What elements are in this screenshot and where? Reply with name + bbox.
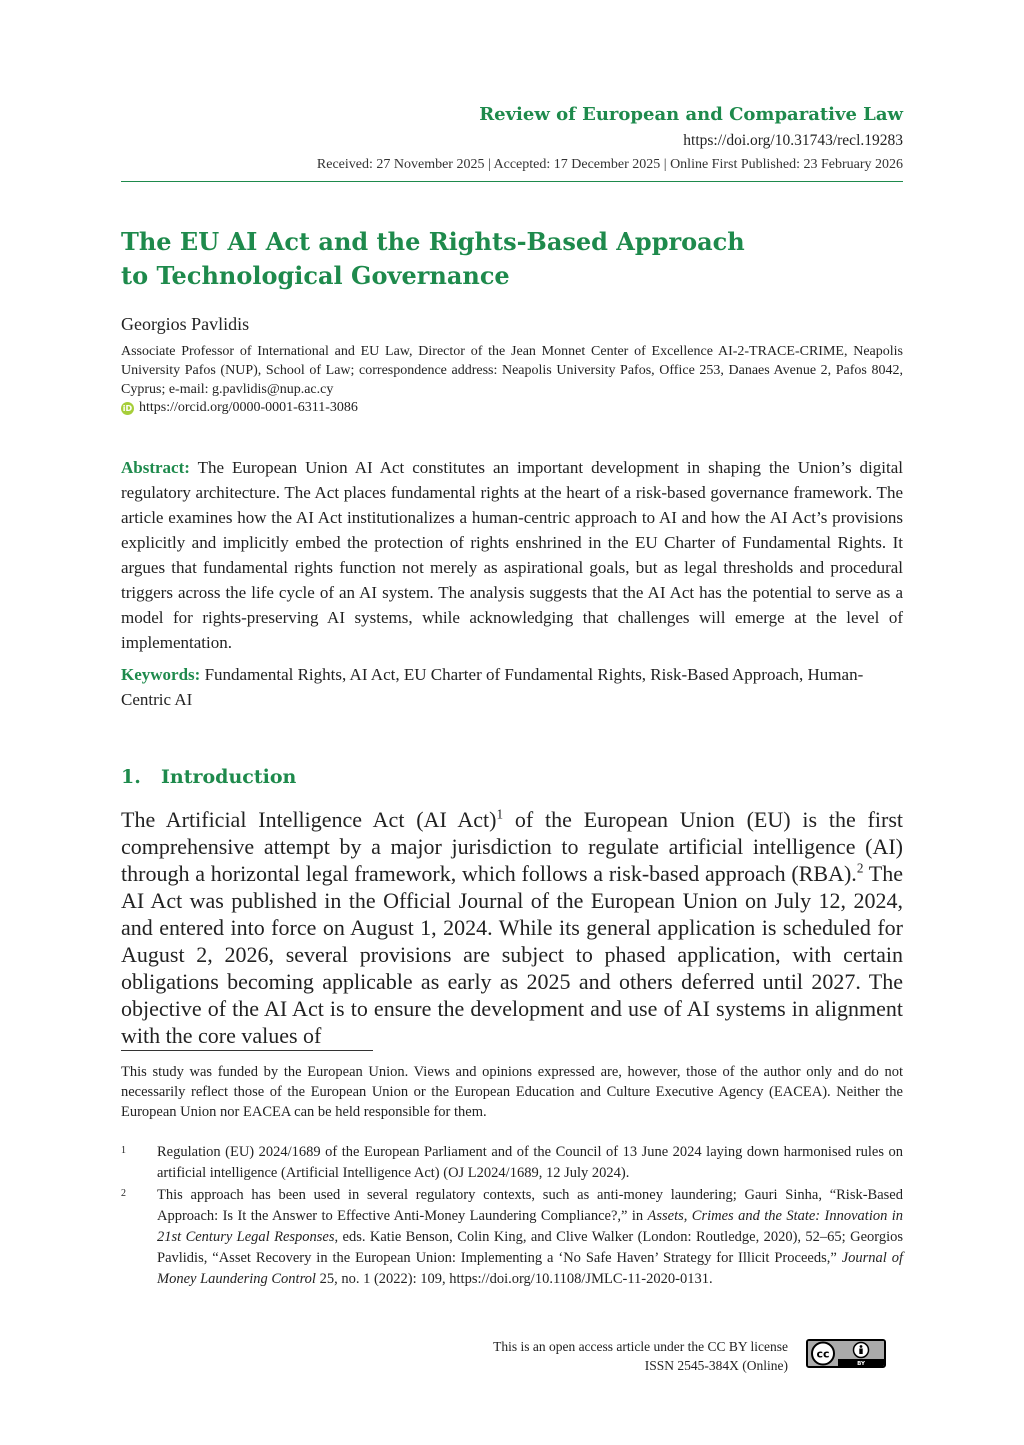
section-number: 1. [121,766,141,788]
footnote-ref-2[interactable]: 2 [856,860,864,876]
cc-by-icon [808,1341,884,1366]
keywords-label: Keywords: [121,665,201,684]
footnote-1 [121,1142,903,1184]
body-text-part-1: The Artificial Intelligence Act (AI Act) [121,807,497,832]
footnote-divider [121,1050,373,1051]
abstract-text: The European Union AI Act constitutes an important development in shaping the Union’s digital regulatory architecture. The Act places fundamental rights at the heart of a risk-based governance framework. The article examines how the AI Act institutionalizes a human-centric approach to AI and how the AI Act’s provisions explicitly and implicitly embed the protection of rights enshrined in the EU Charter of Fundamental Rights. It argues that fundamental rights function not merely as aspirational goals, but as legal thresholds and procedural triggers across the life cycle of an AI system. The analysis suggests that the AI Act has the potential to serve as a model for rights-preserving AI systems, while acknowledging that challenges will emerge at the level of implementation. [121,458,903,652]
body-paragraph [121,806,903,1049]
orcid-link[interactable] [121,400,358,416]
abstract [121,455,903,655]
by-label: BY [857,1361,865,1366]
orcid-icon: iD [122,403,133,413]
footnote-2-part-c: 25, no. 1 (2022): 109, https://doi.org/10.1108/JMLC-11-2020-0131. [315,1271,713,1287]
footnote-2-number: 2 [121,1188,126,1199]
cc-label: cc [816,1347,830,1361]
publication-dates: Received: 27 November 2025 | Accepted: 17 December 2025 | Online First Published: 23 February 2026 [316,157,903,172]
title-line-2: to Technological Governance [121,261,510,290]
author-affiliation: Associate Professor of International and EU Law, Director of the Jean Monnet Center of Excellence AI-2-TRACE-CRIME, Neapolis University Pafos (NUP), School of Law; correspondence address: Neapolis University Pafos, Office 253, Danaes Avenue 2, Pafos 8042, Cyprus; e-mail: g.pavlidis@nup.ac.cy [121,344,903,397]
abstract-label: Abstract: [121,458,190,477]
funding-note: This study was funded by the European Union. Views and opinions expressed are, however, those of the author only and do not necessarily reflect those of the European Union or the European Education and Culture Executive Agency (EACEA). Neither the European Union nor EACEA can be held responsible for them. [121,1064,903,1120]
license-text: This is an open access article under the CC BY license [493,1339,788,1354]
article-title [121,225,821,293]
footnote-2-book-title: Assets, Crimes and the State: Innovation in 21st Century Legal Responses [157,1208,904,1245]
footnote-1-text: Regulation (EU) 2024/1689 of the European Parliament and of the Council of 13 June 2024 laying down harmonised rules on artificial intelligence (Artificial Intelligence Act) (OJ L2024/1689, 12 July 2024). [157,1144,903,1181]
title-line-1: The EU AI Act and the Rights-Based Approach [121,227,745,256]
author-name: Georgios Pavlidis [121,314,250,334]
section-title: Introduction [161,766,297,788]
body-text-part-3: The AI Act was published in the Official Journal of the European Union on July 12, 2024, and entered into force on August 1, 2024. While its general application is scheduled for August 2, 2026, several provisions are subject to phased application, with certain obligations becoming applicable as early as 2025 and others deferred until 2027. The objective of the AI Act is to ensure the development and use of AI systems in alignment with the core values of [121,861,903,1048]
section-heading [121,766,296,788]
issn-text: ISSN 2545-384X (Online) [644,1358,788,1373]
cc-by-badge[interactable] [806,1339,886,1368]
body-text-part-2: of the European Union (EU) is the first comprehensive attempt by a major jurisdiction to regulate artificial intelligence (AI) through a horizontal legal framework, which follows a risk-based approach (RBA). [121,807,903,886]
footnote-2-journal-title: Journal of Money Laundering Control [157,1250,903,1287]
footnote-2 [121,1185,903,1290]
orcid-url[interactable]: https://orcid.org/0000-0001-6311-3086 [139,400,358,415]
keywords-text: Fundamental Rights, AI Act, EU Charter of Fundamental Rights, Risk-Based Approach, Human-Centric AI [121,665,864,709]
footnote-2-part-b: , eds. Katie Benson, Colin King, and Clive Walker (London: Routledge, 2020), 52–65; Georgios Pavlidis, “Asset Recovery in the European Union: Implementing a ‘No Safe Haven’ Strategy for Illicit Proceeds,” [157,1229,903,1266]
footnote-1-number: 1 [121,1145,126,1156]
doi-link[interactable]: https://doi.org/10.31743/recl.19283 [683,132,903,149]
header-divider [121,181,903,182]
footnote-ref-1[interactable]: 1 [496,806,504,822]
keywords [121,662,903,712]
footnote-2-text [157,1185,903,1290]
footnote-2-part-a: This approach has been used in several regulatory contexts, such as anti-money laundering; Gauri Sinha, “Risk-Based Approach: Is It the Answer to Effective Anti-Money Laundering Compliance?,” in [157,1187,903,1224]
journal-name: Review of European and Comparative Law [479,104,903,125]
license-note [493,1337,788,1375]
